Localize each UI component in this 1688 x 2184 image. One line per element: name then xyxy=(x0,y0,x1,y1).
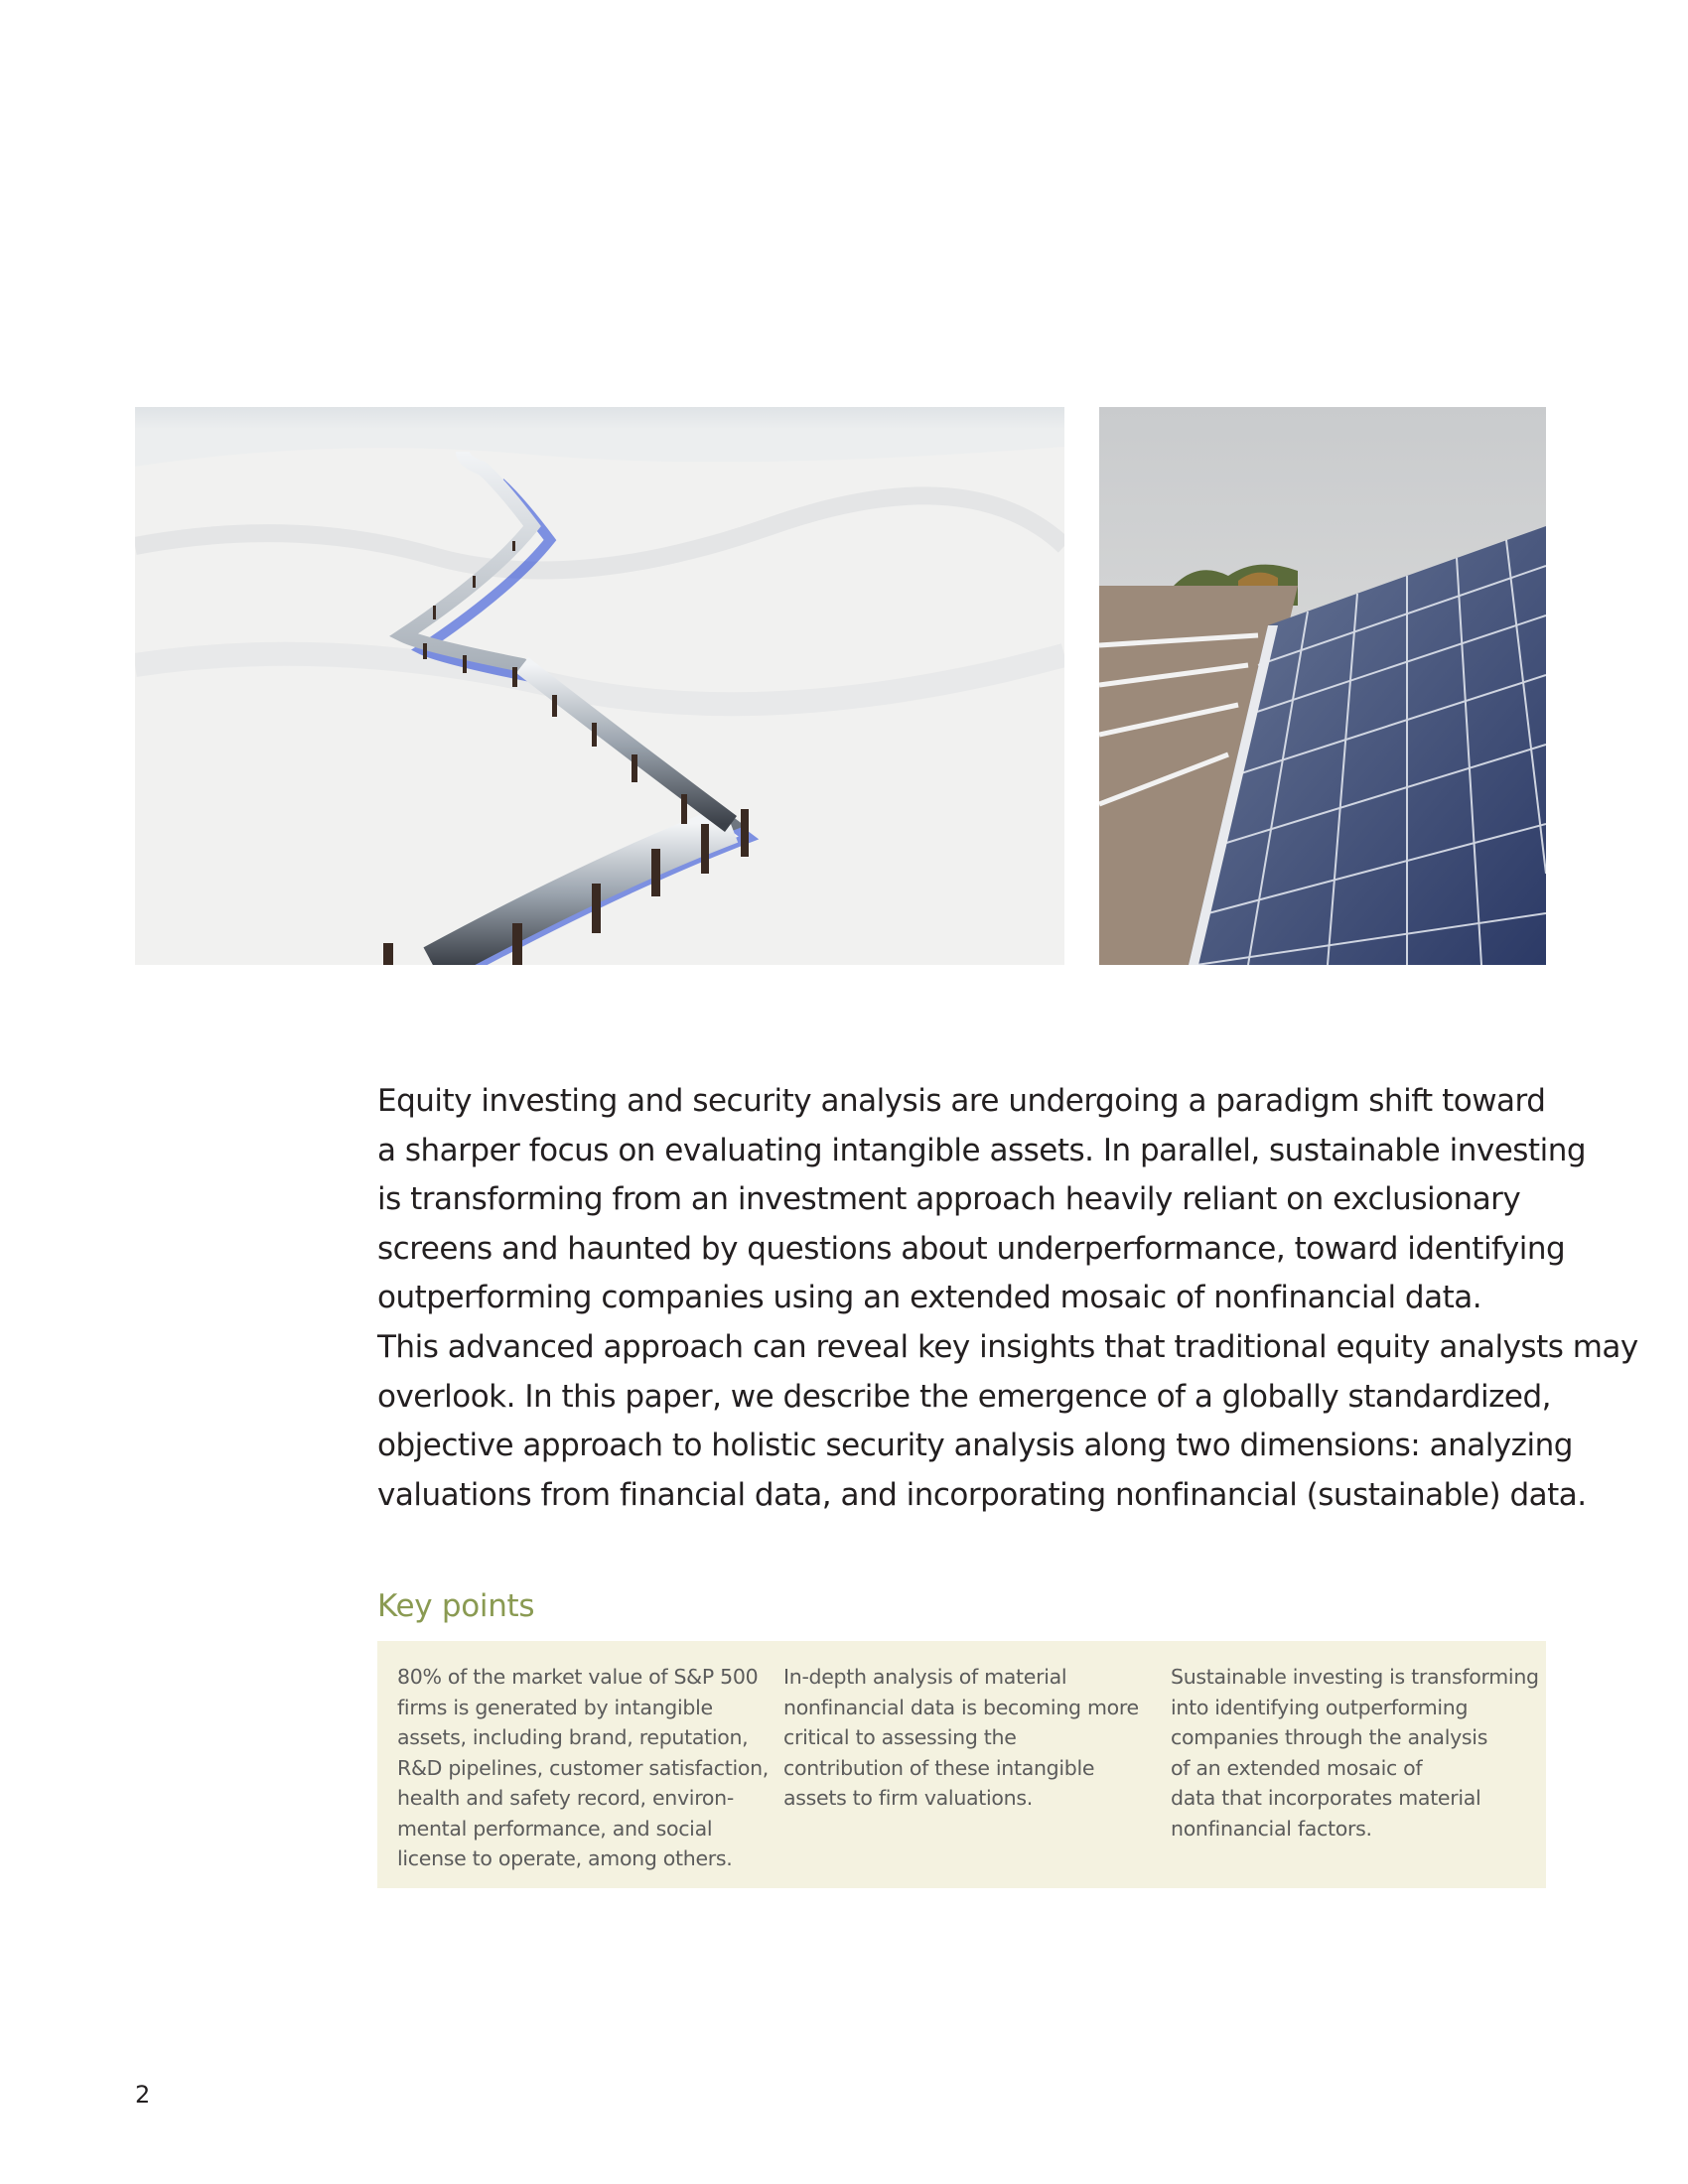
intro-line: overlook. In this paper, we describe the emergence of a globally standardized, xyxy=(377,1378,1552,1415)
key-point-line: data that incorporates material xyxy=(1171,1786,1481,1810)
key-point-line: companies through the analysis xyxy=(1171,1725,1488,1749)
intro-line: screens and haunted by questions about underperformance, toward identifying xyxy=(377,1230,1566,1267)
key-point-line: nonfinancial factors. xyxy=(1171,1816,1372,1841)
key-point-column-3 xyxy=(1171,1662,1539,1843)
key-point-line: critical to assessing the xyxy=(783,1725,1017,1749)
key-point-line: assets to firm valuations. xyxy=(783,1786,1033,1810)
key-point-line: contribution of these intangible xyxy=(783,1755,1095,1780)
solar-panels-photo xyxy=(1099,407,1546,965)
key-point-line: health and safety record, environ- xyxy=(397,1786,734,1810)
intro-line: a sharper focus on evaluating intangible assets. In parallel, sustainable investing xyxy=(377,1132,1587,1168)
key-point-line: of an extended mosaic of xyxy=(1171,1755,1423,1780)
key-point-line: In-depth analysis of material xyxy=(783,1665,1067,1689)
key-point-column-1 xyxy=(397,1662,769,1874)
intro-line: is transforming from an investment approach heavily reliant on exclusionary xyxy=(377,1181,1521,1218)
key-point-line: nonfinancial data is becoming more xyxy=(783,1695,1139,1719)
intro-paragraph xyxy=(377,1077,1638,1520)
key-point-line: Sustainable investing is transforming xyxy=(1171,1665,1539,1689)
key-point-line: firms is generated by intangible xyxy=(397,1695,713,1719)
intro-line: This advanced approach can reveal key insights that traditional equity analysts may xyxy=(377,1328,1638,1365)
key-point-line: license to operate, among others. xyxy=(397,1846,733,1870)
pipeline-photo xyxy=(135,407,1064,965)
intro-line: objective approach to holistic security analysis along two dimensions: analyzing xyxy=(377,1428,1573,1464)
key-points-heading: Key points xyxy=(377,1588,535,1624)
key-point-column-2 xyxy=(783,1662,1139,1814)
intro-line: Equity investing and security analysis are undergoing a paradigm shift toward xyxy=(377,1083,1546,1119)
intro-line: outperforming companies using an extended mosaic of nonfinancial data. xyxy=(377,1280,1482,1316)
intro-line: valuations from financial data, and incorporating nonfinancial (sustainable) data. xyxy=(377,1476,1587,1513)
key-point-line: assets, including brand, reputation, xyxy=(397,1725,749,1749)
key-point-line: mental performance, and social xyxy=(397,1816,713,1841)
key-point-line: 80% of the market value of S&P 500 xyxy=(397,1665,759,1689)
key-point-line: R&D pipelines, customer satisfaction, xyxy=(397,1755,770,1780)
key-points-box xyxy=(377,1641,1546,1888)
page-number: 2 xyxy=(135,2081,151,2109)
key-point-line: into identifying outperforming xyxy=(1171,1695,1469,1719)
